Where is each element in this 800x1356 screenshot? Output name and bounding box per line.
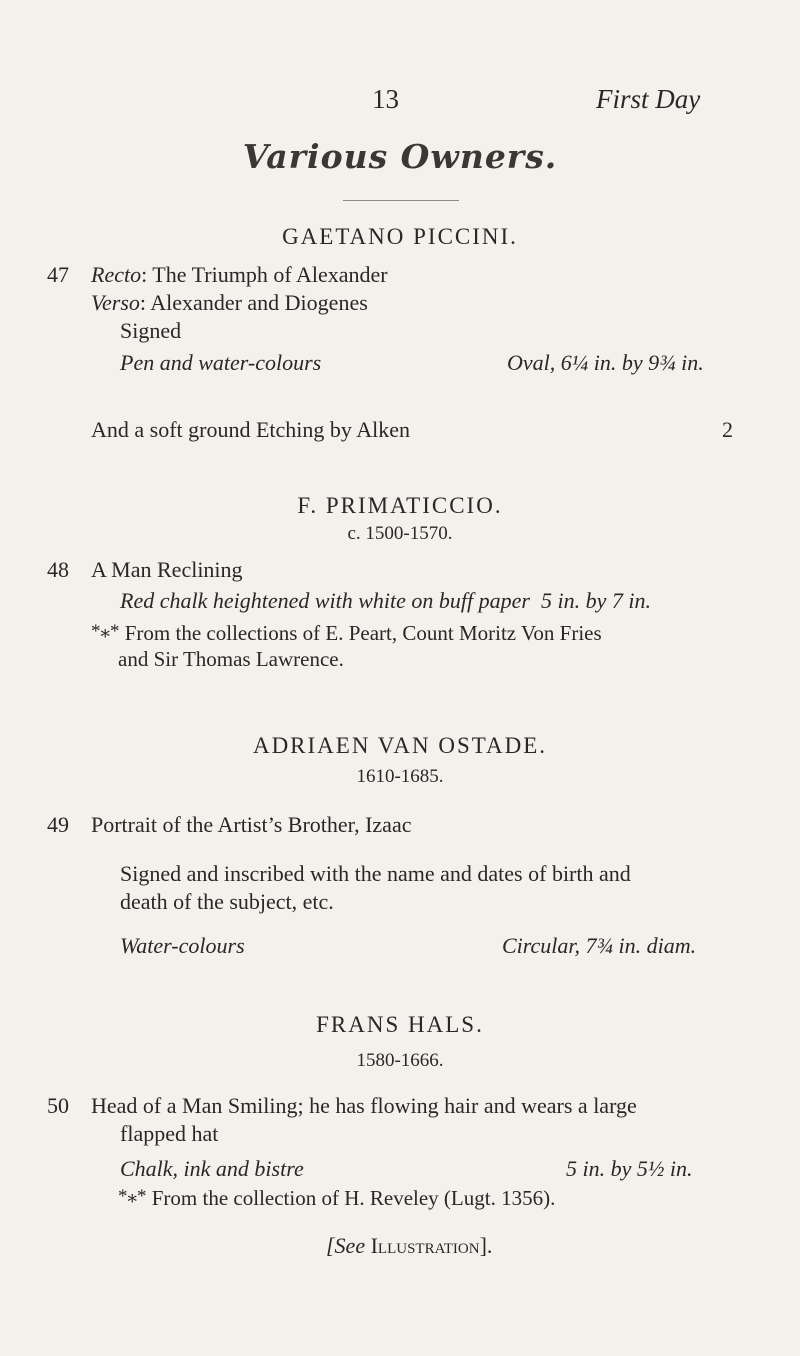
- item-count: 2: [722, 417, 733, 442]
- section-heading: Various Owners.: [242, 137, 558, 176]
- medium: Chalk, ink and bistre: [120, 1156, 304, 1181]
- dimensions: Circular, 7¾ in. diam.: [502, 933, 697, 958]
- work-title: Portrait of the Artist’s Brother, Izaac: [91, 812, 412, 837]
- description-line: Signed and inscribed with the name and dates of birth and: [120, 861, 631, 886]
- description-line: death of the subject, etc.: [120, 889, 334, 914]
- work-title-continuation: flapped hat: [120, 1121, 219, 1146]
- page-number: 13: [372, 84, 399, 114]
- lot-number: 48: [47, 557, 69, 582]
- recto-line: [91, 262, 388, 288]
- artist-name: ADRIAEN VAN OSTADE.: [252, 733, 548, 758]
- provenance-continuation: and Sir Thomas Lawrence.: [118, 647, 344, 671]
- artist-dates: 1610-1685.: [356, 766, 444, 787]
- work-title: A Man Reclining: [91, 557, 243, 582]
- artist-name: GAETANO PICCINI.: [282, 224, 518, 249]
- work-title: Head of a Man Smiling; he has flowing hair and wears a large: [91, 1093, 637, 1118]
- additional-item: And a soft ground Etching by Alken: [91, 417, 410, 442]
- provenance-text: From the collections of E. Peart, Count Moritz Von Fries: [124, 621, 602, 645]
- provenance-text: From the collection of H. Reveley (Lugt. 1356).: [151, 1186, 556, 1210]
- lot-number: 49: [47, 812, 69, 837]
- heading-rule: [343, 200, 459, 201]
- illustration-reference: [326, 1233, 492, 1259]
- medium: Red chalk heightened with white on buff paper 5 in. by 7 in.: [120, 588, 651, 613]
- medium: Pen and water-colours: [120, 350, 322, 375]
- dimensions: 5 in. by 5½ in.: [566, 1156, 693, 1181]
- recto-text: : The Triumph of Alexander: [141, 262, 388, 287]
- artist-dates: 1580-1666.: [356, 1050, 444, 1071]
- verso-line: [91, 290, 368, 316]
- lot-number: 47: [47, 262, 69, 287]
- recto-label: Recto: [91, 262, 142, 287]
- see-suffix: ].: [479, 1233, 493, 1258]
- provenance-note: [118, 1186, 555, 1211]
- running-head: First Day: [596, 84, 701, 114]
- artist-name: F. PRIMATICCIO.: [297, 493, 503, 518]
- medium: Water-colours: [120, 933, 245, 958]
- note-mark: *⁎*: [118, 1186, 147, 1207]
- verso-text: : Alexander and Diogenes: [139, 290, 368, 315]
- artist-name: FRANS HALS.: [316, 1012, 484, 1037]
- note-mark: *⁎*: [91, 621, 120, 642]
- see-prefix: [See: [326, 1233, 366, 1258]
- artist-dates: c. 1500-1570.: [347, 523, 453, 544]
- provenance-note: [91, 621, 602, 646]
- verso-label: Verso: [91, 290, 140, 315]
- dimensions: Oval, 6¼ in. by 9¾ in.: [507, 350, 704, 375]
- see-label: Illustration: [370, 1233, 480, 1258]
- signed-note: Signed: [120, 318, 182, 343]
- lot-number: 50: [47, 1093, 69, 1118]
